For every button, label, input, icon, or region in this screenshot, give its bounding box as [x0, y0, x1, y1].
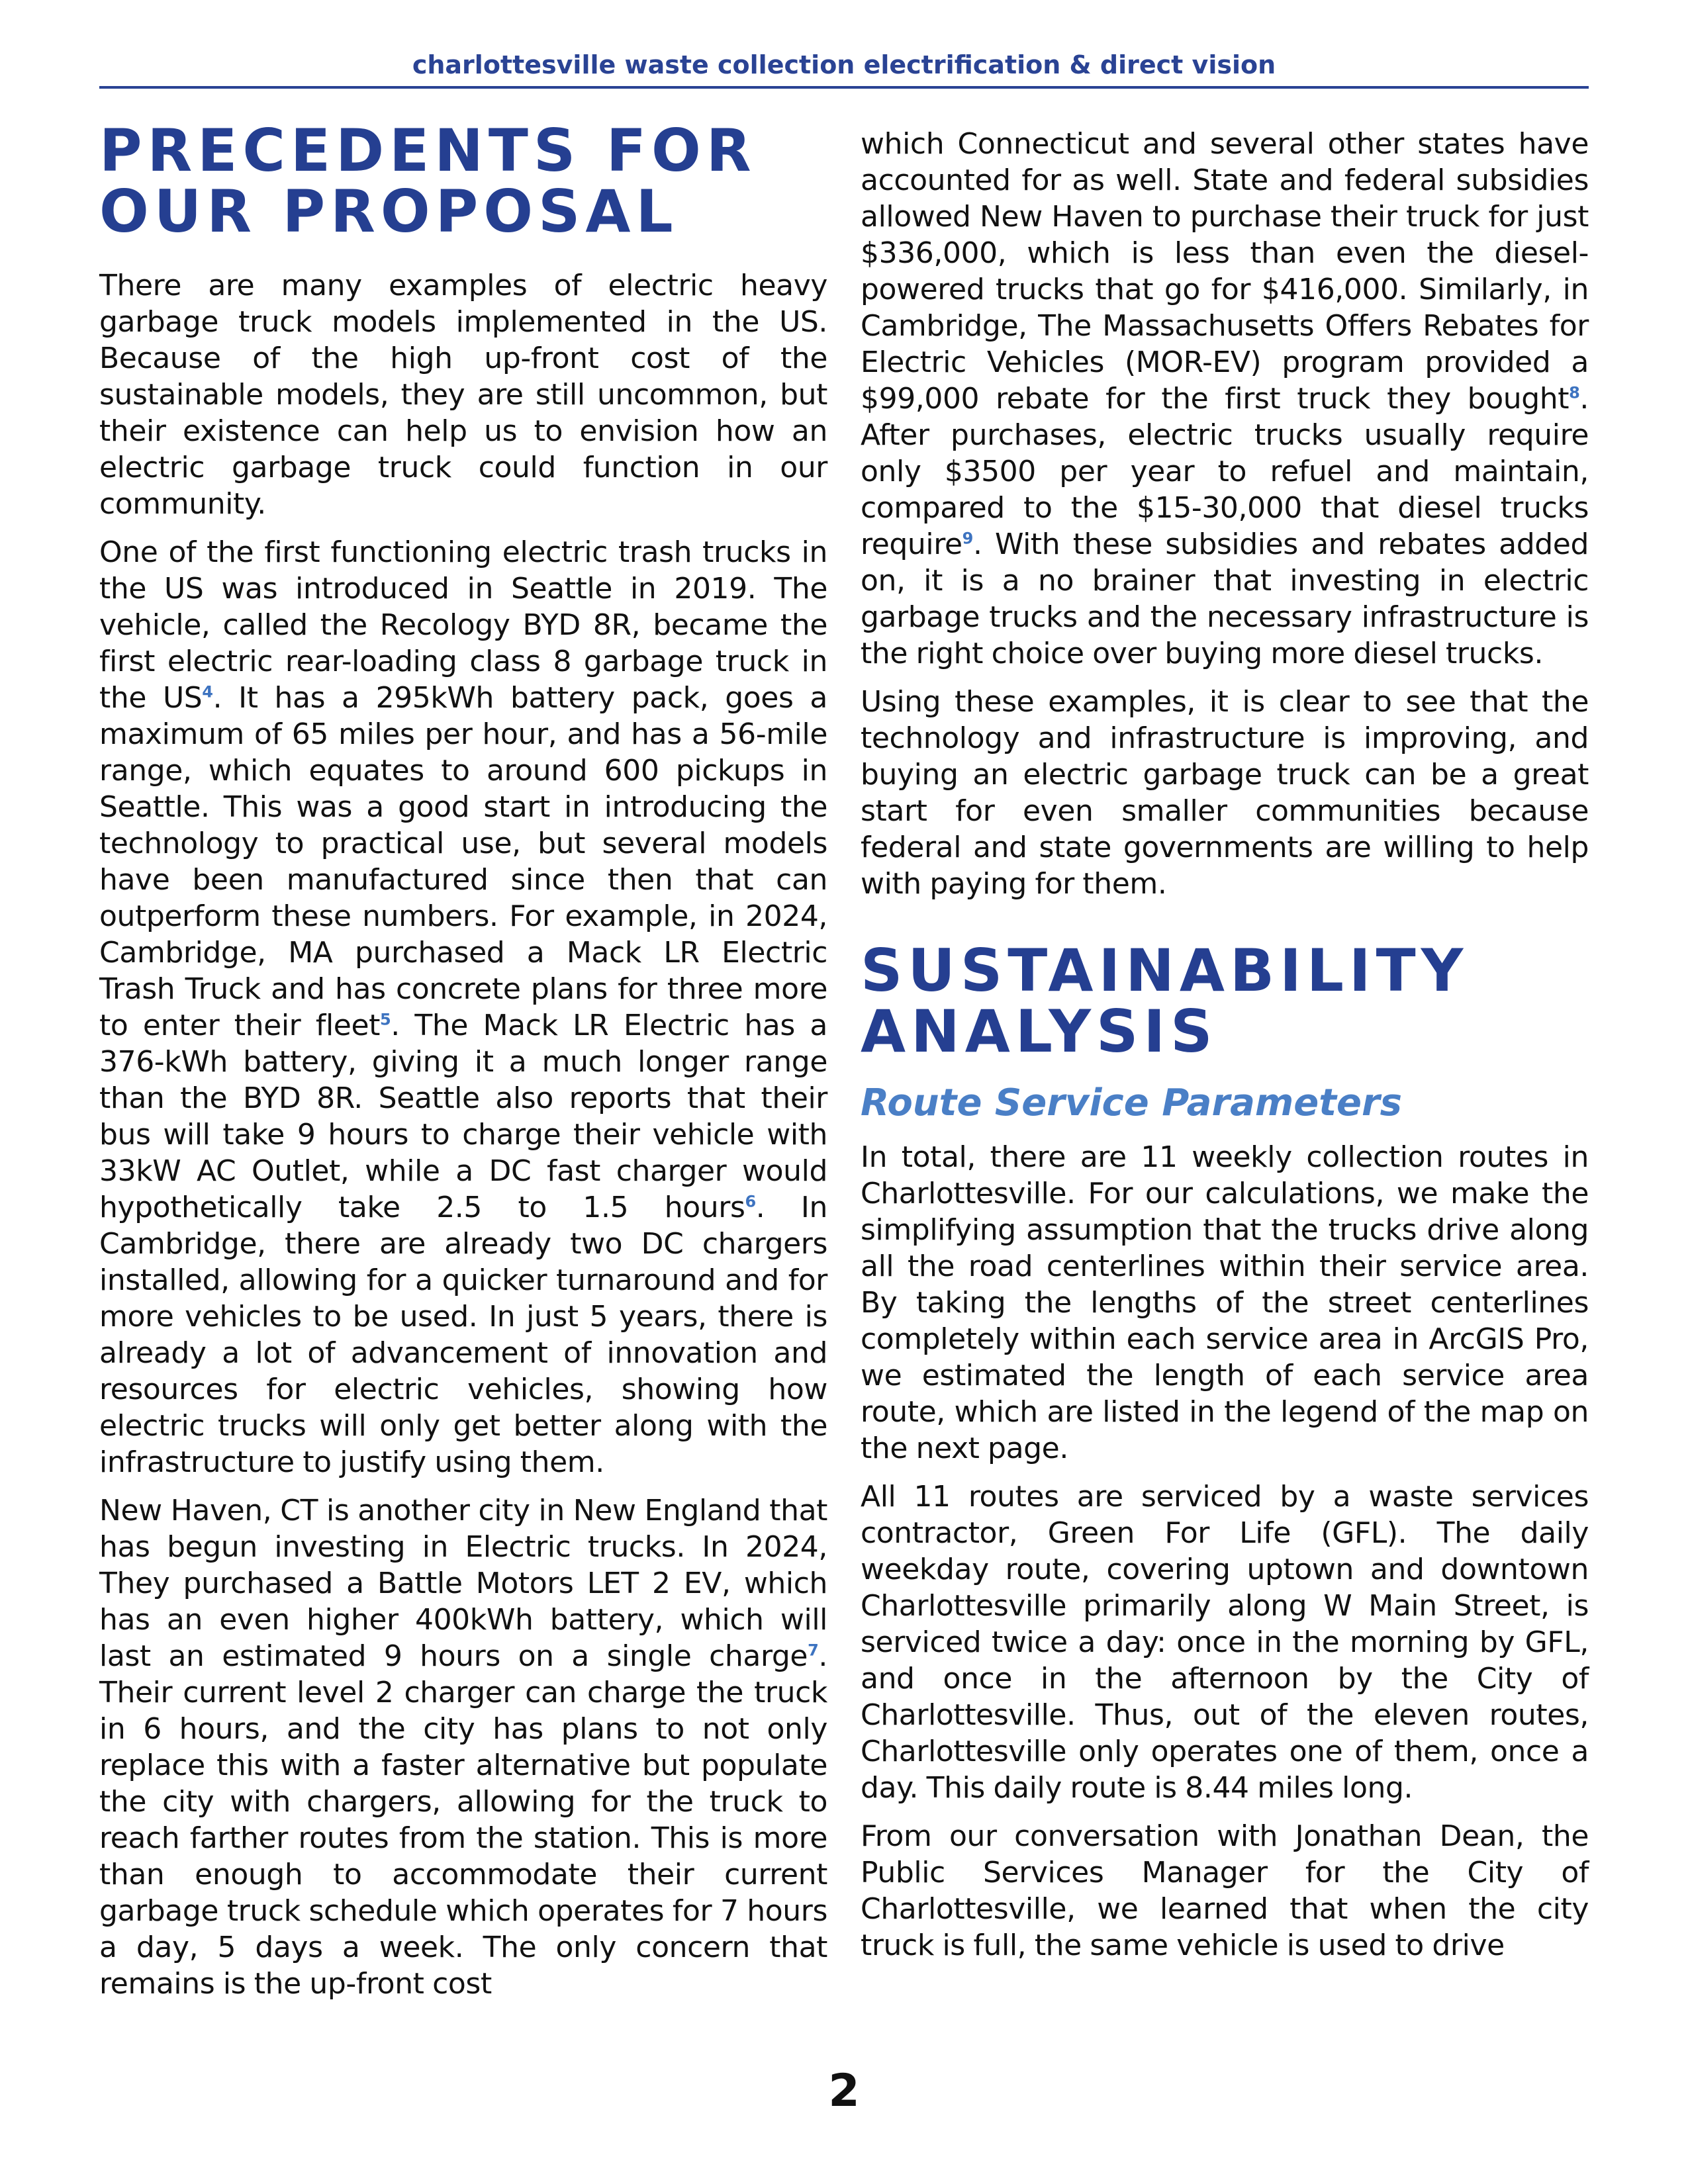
paragraph: From our conversation with Jonathan Dean, the Public Services Manager for the City of Charlottesville, we learned that when the city truck is full, the same vehicle is used to drive: [861, 1819, 1589, 1962]
footnote-ref[interactable]: 6: [745, 1192, 756, 1211]
text-run: . In Cambridge, there are already two DC chargers installed, allowing for a quicker turnaround and for more vehicles to be used. In just 5 years, there is already a lot of advancement of innovation and resources for electric vehicles, showing how electric trucks will only get better along with the infrastructure to justify using them.: [99, 1191, 827, 1479]
paragraph: There are many examples of electric heavy garbage truck models implemented in the US. Because of the high up-front cost of the sustainable models, they are still uncommon, but their existence can help us to envision how an electric garbage truck could function in our community.: [99, 269, 827, 521]
footnote-ref[interactable]: 4: [202, 682, 213, 702]
paragraph: [99, 534, 827, 1480]
text-run: which Connecticut and several other states have accounted for as well. State and federal subsidies allowed New Haven to purchase their truck for just $336,000, which is less than even the diesel-powered trucks that go for $416,000. Similarly, in Cambridge, The Massachusetts Offers Rebates for Electric Vehicles (MOR-EV) program provided a $99,000 rebate for the first truck they bought: [861, 127, 1589, 416]
heading-line: OUR PROPOSAL: [99, 177, 679, 246]
section-heading-sustainability: [861, 936, 1589, 1066]
footnote-ref[interactable]: 5: [379, 1010, 391, 1029]
left-column: [99, 116, 827, 2014]
footnote-ref[interactable]: 7: [808, 1641, 819, 1660]
text-run: . It has a 295kWh battery pack, goes a maximum of 65 miles per hour, and has a 56-mile range, which equates to around 600 pickups in Seattle. This was a good start in introducing the technology to practical use, but several models have been manufactured since then that can outperform these numbers. For example, in 2024, Cambridge, MA purchased a Mack LR Electric Trash Truck and has concrete plans for three more to enter their fleet: [99, 681, 827, 1042]
text-run: One of the first functioning electric trash trucks in the US was introduced in Seattle in 2019. The vehicle, called the Recology BYD 8R, became the first electric rear-loading class 8 garbage truck in the US: [99, 535, 827, 715]
text-run: . After purchases, electric trucks usually require only $3500 per year to refuel and maintain, compared to the $15-30,000 that diesel trucks require: [861, 382, 1589, 561]
running-header: charlottesville waste collection electrification & direct vision: [412, 50, 1276, 79]
paragraph: [861, 126, 1589, 672]
heading-line: ANALYSIS: [861, 997, 1218, 1066]
right-column: [861, 126, 1589, 1976]
text-run: . Their current level 2 charger can charge the truck in 6 hours, and the city has plans to not only replace this with a faster alternative but populate the city with chargers, allowing for the truck to reach farther routes from the station. This is more than enough to accommodate their current garbage truck schedule which operates for 7 hours a day, 5 days a week. The only concern that remains is the up-front cost: [99, 1639, 827, 2001]
heading-line: SUSTAINABILITY: [861, 936, 1469, 1005]
subsection-heading: Route Service Parameters: [861, 1081, 1402, 1124]
footnote-ref[interactable]: 8: [1569, 383, 1580, 402]
paragraph: In total, there are 11 weekly collection routes in Charlottesville. For our calculations, we make the simplifying assumption that the trucks drive along all the road centerlines within their service area. By taking the lengths of the street centerlines completely within each service area in ArcGIS Pro, we estimated the length of each service area route, which are listed in the legend of the map on the next page.: [861, 1140, 1589, 1465]
heading-line: PRECEDENTS FOR: [99, 116, 757, 185]
text-run: . With these subsidies and rebates added on, it is a no brainer that investing in electric garbage trucks and the necessary infrastructure is the right choice over buying more diesel trucks.: [861, 527, 1589, 670]
paragraph: Using these examples, it is clear to see that the technology and infrastructure is improving, and buying an electric garbage truck can be a great start for even smaller communities because federal and state governments are willing to help with paying for them.: [861, 685, 1589, 901]
section-heading-precedents: [99, 116, 827, 246]
header-rule: [99, 86, 1589, 89]
text-run: . The Mack LR Electric has a 376-kWh battery, giving it a much longer range than the BYD 8R. Seattle also reports that their bus will take 9 hours to charge their vehicle with 33kW AC Outlet, while a DC fast charger would hypothetically take 2.5 to 1.5 hours: [99, 1009, 827, 1224]
text-run: New Haven, CT is another city in New England that has begun investing in Electric trucks. In 2024, They purchased a Battle Motors LET 2 EV, which has an even higher 400kWh battery, which will last an estimated 9 hours on a single charge: [99, 1494, 827, 1673]
page-number: 2: [828, 2065, 860, 2117]
footnote-ref[interactable]: 9: [962, 529, 973, 548]
paragraph: [99, 1492, 827, 2002]
paragraph: All 11 routes are serviced by a waste services contractor, Green For Life (GFL). The daily weekday route, covering uptown and downtown Charlottesville primarily along W Main Street, is serviced twice a day: once in the morning by GFL, and once in the afternoon by the City of Charlottesville. Thus, out of the eleven routes, Charlottesville only operates one of them, once a day. This daily route is 8.44 miles long.: [861, 1480, 1589, 1805]
